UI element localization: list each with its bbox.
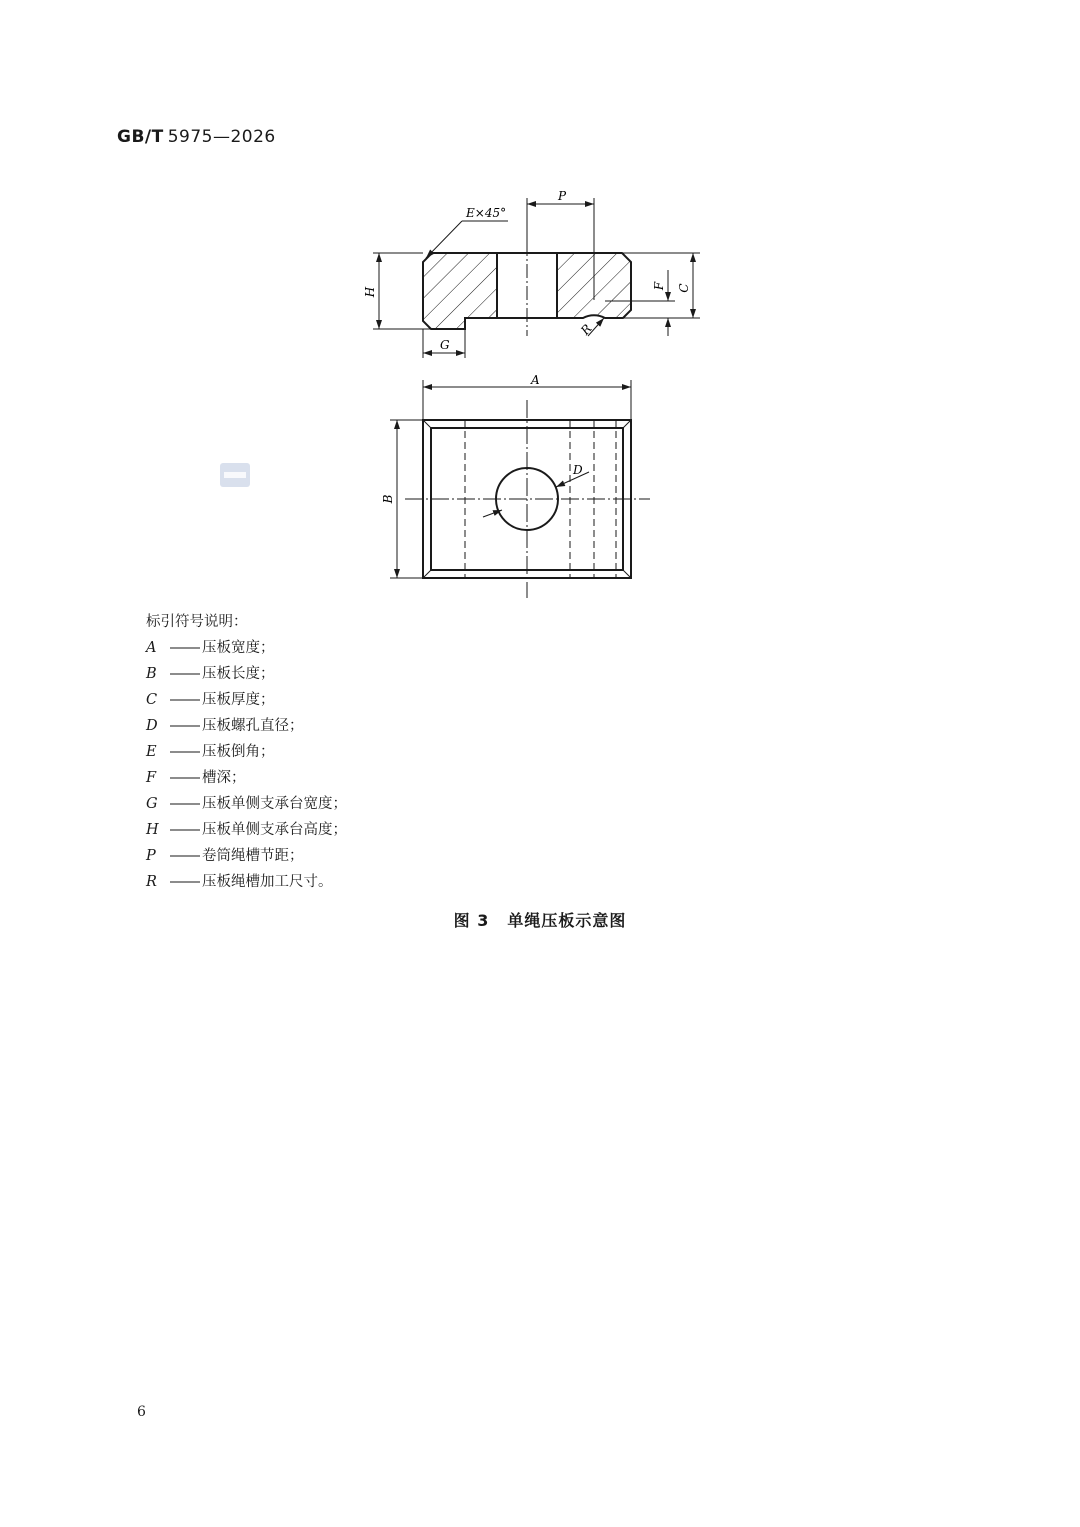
label-f: F	[652, 281, 666, 291]
legend-dash	[168, 687, 200, 713]
standard-number: 5975—2026	[167, 127, 276, 147]
legend-symbol: D	[146, 718, 158, 734]
legend-title: 标引符号说明：	[146, 614, 248, 630]
label-d: D	[573, 463, 583, 477]
legend-item	[146, 739, 347, 765]
legend-symbol: G	[146, 796, 158, 812]
legend-text: 压板螺孔直径；	[202, 718, 304, 734]
legend-dash	[168, 843, 200, 869]
legend-symbol: C	[146, 692, 158, 708]
legend-text: 压板单侧支承台宽度；	[202, 796, 347, 812]
legend-text: 压板宽度；	[202, 640, 275, 656]
figure-caption	[0, 908, 1080, 931]
legend-item	[146, 713, 347, 739]
label-p: P	[558, 189, 567, 203]
legend-text: 压板倒角；	[202, 744, 275, 760]
legend-item	[146, 661, 347, 687]
label-b: B	[381, 494, 395, 504]
label-c: C	[677, 283, 691, 293]
legend-dash	[168, 869, 200, 895]
legend-text: 卷筒绳槽节距；	[202, 848, 304, 864]
label-h: H	[363, 286, 377, 298]
legend-list	[146, 635, 347, 895]
legend-symbol: P	[146, 848, 156, 864]
label-a: A	[531, 373, 540, 387]
legend-item	[146, 765, 347, 791]
legend-dash	[168, 713, 200, 739]
legend-item	[146, 869, 347, 895]
legend	[146, 609, 347, 895]
plan-view	[381, 373, 650, 598]
figure-number: 图 3	[453, 911, 490, 930]
legend-text: 压板长度；	[202, 666, 275, 682]
legend-item	[146, 843, 347, 869]
legend-symbol: R	[146, 874, 157, 890]
label-g: G	[440, 338, 450, 352]
legend-symbol: A	[146, 640, 157, 656]
page-number: 6	[137, 1404, 146, 1420]
legend-text: 压板厚度；	[202, 692, 275, 708]
legend-dash	[168, 791, 200, 817]
legend-symbol: E	[146, 744, 157, 760]
legend-item	[146, 687, 347, 713]
label-e45: E×45°	[466, 206, 507, 220]
watermark-logo	[220, 463, 250, 487]
legend-item	[146, 635, 347, 661]
label-r: R	[578, 321, 595, 338]
legend-text: 槽深；	[202, 770, 246, 786]
figure-title: 单绳压板示意图	[507, 911, 627, 930]
legend-text: 压板单侧支承台高度；	[202, 822, 347, 838]
standard-prefix: GB/T	[117, 127, 164, 147]
legend-dash	[168, 635, 200, 661]
legend-dash	[168, 739, 200, 765]
legend-item	[146, 817, 347, 843]
legend-symbol: H	[146, 822, 159, 838]
legend-dash	[168, 661, 200, 687]
legend-text: 压板绳槽加工尺寸。	[202, 874, 333, 890]
legend-dash	[168, 817, 200, 843]
legend-symbol: F	[146, 770, 157, 786]
legend-dash	[168, 765, 200, 791]
section-view	[363, 189, 700, 358]
legend-symbol: B	[146, 666, 157, 682]
legend-item	[146, 791, 347, 817]
